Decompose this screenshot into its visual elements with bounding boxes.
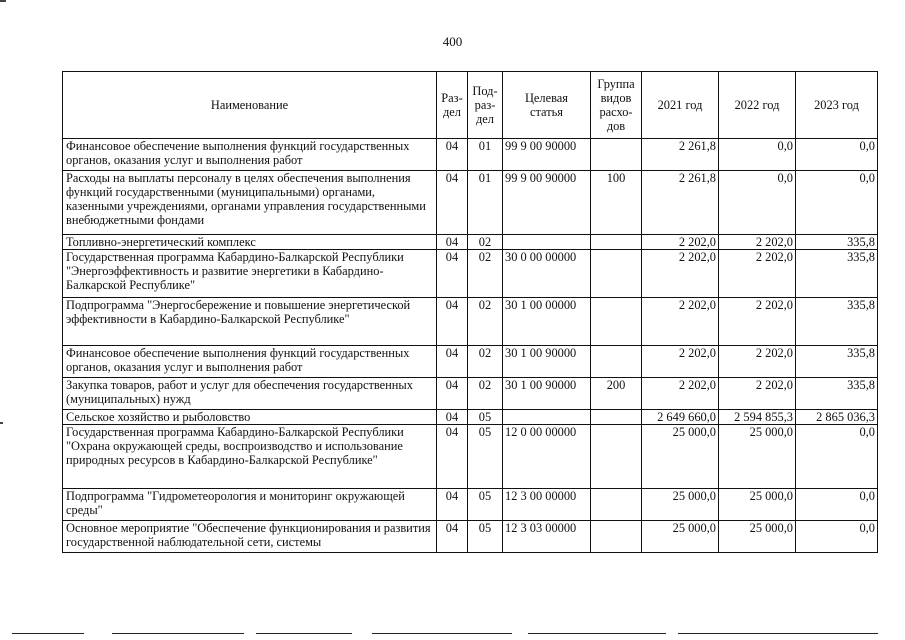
table-header-row [63,72,878,139]
table-row [63,489,878,521]
row-2021: 2 202,0 [642,378,719,410]
footer-rule-6 [678,633,878,634]
scan-edge-dot [0,422,3,424]
row-name: Топливно-энергетический комплекс [63,235,437,250]
row-2021: 2 202,0 [642,235,719,250]
table-row [63,139,878,171]
row-2023: 0,0 [796,425,878,489]
row-section: 04 [437,410,468,425]
page-number: 400 [442,34,463,49]
row-2023: 335,8 [796,235,878,250]
row-target: 30 1 00 00000 [503,298,591,346]
row-subsection: 02 [468,346,503,378]
row-expense-group [591,298,642,346]
row-2022: 25 000,0 [719,489,796,521]
row-section: 04 [437,346,468,378]
row-section: 04 [437,250,468,298]
row-2023: 0,0 [796,521,878,553]
row-2021: 25 000,0 [642,521,719,553]
row-expense-group [591,235,642,250]
table-row [63,346,878,378]
row-2022: 25 000,0 [719,521,796,553]
row-2023: 0,0 [796,171,878,235]
row-section: 04 [437,489,468,521]
footer-rule-5 [528,633,666,634]
row-2023: 335,8 [796,346,878,378]
table-row [63,378,878,410]
row-2022: 0,0 [719,139,796,171]
row-2021: 25 000,0 [642,489,719,521]
row-subsection: 05 [468,425,503,489]
row-2023: 335,8 [796,298,878,346]
row-subsection: 01 [468,139,503,171]
table-row [63,521,878,553]
row-name: Основное мероприятие "Обеспечение функционирования и развития государственной наблюдательной сети, системы [63,521,437,553]
row-2022: 2 594 855,3 [719,410,796,425]
table-body [63,139,878,553]
footer-rule-2 [112,633,244,634]
row-2023: 335,8 [796,378,878,410]
row-2022: 0,0 [719,171,796,235]
header-2022: 2022 год [719,72,796,139]
row-target: 30 0 00 00000 [503,250,591,298]
footer-rule-1 [12,633,84,634]
row-target: 12 3 03 00000 [503,521,591,553]
scan-edge-mark [0,0,6,2]
row-section: 04 [437,521,468,553]
table-row [63,250,878,298]
row-2022: 2 202,0 [719,378,796,410]
row-2023: 0,0 [796,489,878,521]
header-target: Целевая статья [503,72,591,139]
row-2021: 2 202,0 [642,298,719,346]
row-expense-group: 200 [591,378,642,410]
row-2021: 2 261,8 [642,171,719,235]
row-section: 04 [437,378,468,410]
row-name: Расходы на выплаты персоналу в целях обеспечения выполнения функций государственными (муниципальными) органами, казенными учреждениями, органами управления государственными внебюджетными фондами [63,171,437,235]
row-2021: 2 261,8 [642,139,719,171]
row-target: 30 1 00 90000 [503,378,591,410]
table-row [63,298,878,346]
row-2021: 2 202,0 [642,250,719,298]
row-2021: 25 000,0 [642,425,719,489]
row-section: 04 [437,298,468,346]
header-2023: 2023 год [796,72,878,139]
row-name: Государственная программа Кабардино-Балкарской Республики "Охрана окружающей среды, воспроизводство и использование природных ресурсов в Кабардино-Балкарской Республике" [63,425,437,489]
row-2023: 2 865 036,3 [796,410,878,425]
row-target: 12 3 00 00000 [503,489,591,521]
header-subsection: Под- раз- дел [468,72,503,139]
row-target [503,410,591,425]
row-2022: 25 000,0 [719,425,796,489]
row-subsection: 02 [468,378,503,410]
row-expense-group [591,425,642,489]
footer-rule-3 [256,633,352,634]
table-row [63,235,878,250]
row-target: 12 0 00 00000 [503,425,591,489]
row-subsection: 05 [468,521,503,553]
row-2021: 2 649 660,0 [642,410,719,425]
header-name: Наименование [63,72,437,139]
row-name: Закупка товаров, работ и услуг для обеспечения государственных (муниципальных) нужд [63,378,437,410]
row-name: Подпрограмма "Гидрометеорология и мониторинг окружающей среды" [63,489,437,521]
row-target: 99 9 00 90000 [503,139,591,171]
row-2022: 2 202,0 [719,250,796,298]
row-expense-group [591,489,642,521]
budget-table [62,71,878,553]
row-expense-group [591,346,642,378]
row-name: Финансовое обеспечение выполнения функций государственных органов, оказания услуг и выполнения работ [63,346,437,378]
row-name: Сельское хозяйство и рыболовство [63,410,437,425]
row-expense-group [591,521,642,553]
row-name: Подпрограмма "Энергосбережение и повышение энергетической эффективности в Кабардино-Балкарской Республике" [63,298,437,346]
row-subsection: 05 [468,410,503,425]
row-expense-group [591,139,642,171]
row-subsection: 05 [468,489,503,521]
row-section: 04 [437,235,468,250]
row-2021: 2 202,0 [642,346,719,378]
row-target: 30 1 00 90000 [503,346,591,378]
header-2021: 2021 год [642,72,719,139]
row-2022: 2 202,0 [719,346,796,378]
row-subsection: 02 [468,235,503,250]
row-section: 04 [437,171,468,235]
row-subsection: 01 [468,171,503,235]
row-name: Государственная программа Кабардино-Балкарской Республики "Энергоэффективность и развитие энергетики в Кабардино-Балкарской Республике" [63,250,437,298]
header-expense-group: Группа видов расхо- дов [591,72,642,139]
row-subsection: 02 [468,250,503,298]
row-target: 99 9 00 90000 [503,171,591,235]
row-expense-group: 100 [591,171,642,235]
row-section: 04 [437,139,468,171]
table-row [63,171,878,235]
row-target [503,235,591,250]
row-name: Финансовое обеспечение выполнения функций государственных органов, оказания услуг и выполнения работ [63,139,437,171]
footer-rule-4 [372,633,512,634]
row-expense-group [591,250,642,298]
table-row [63,410,878,425]
row-section: 04 [437,425,468,489]
table-row [63,425,878,489]
row-subsection: 02 [468,298,503,346]
header-section: Раз- дел [437,72,468,139]
row-2023: 335,8 [796,250,878,298]
row-2022: 2 202,0 [719,235,796,250]
row-2023: 0,0 [796,139,878,171]
row-2022: 2 202,0 [719,298,796,346]
row-expense-group [591,410,642,425]
